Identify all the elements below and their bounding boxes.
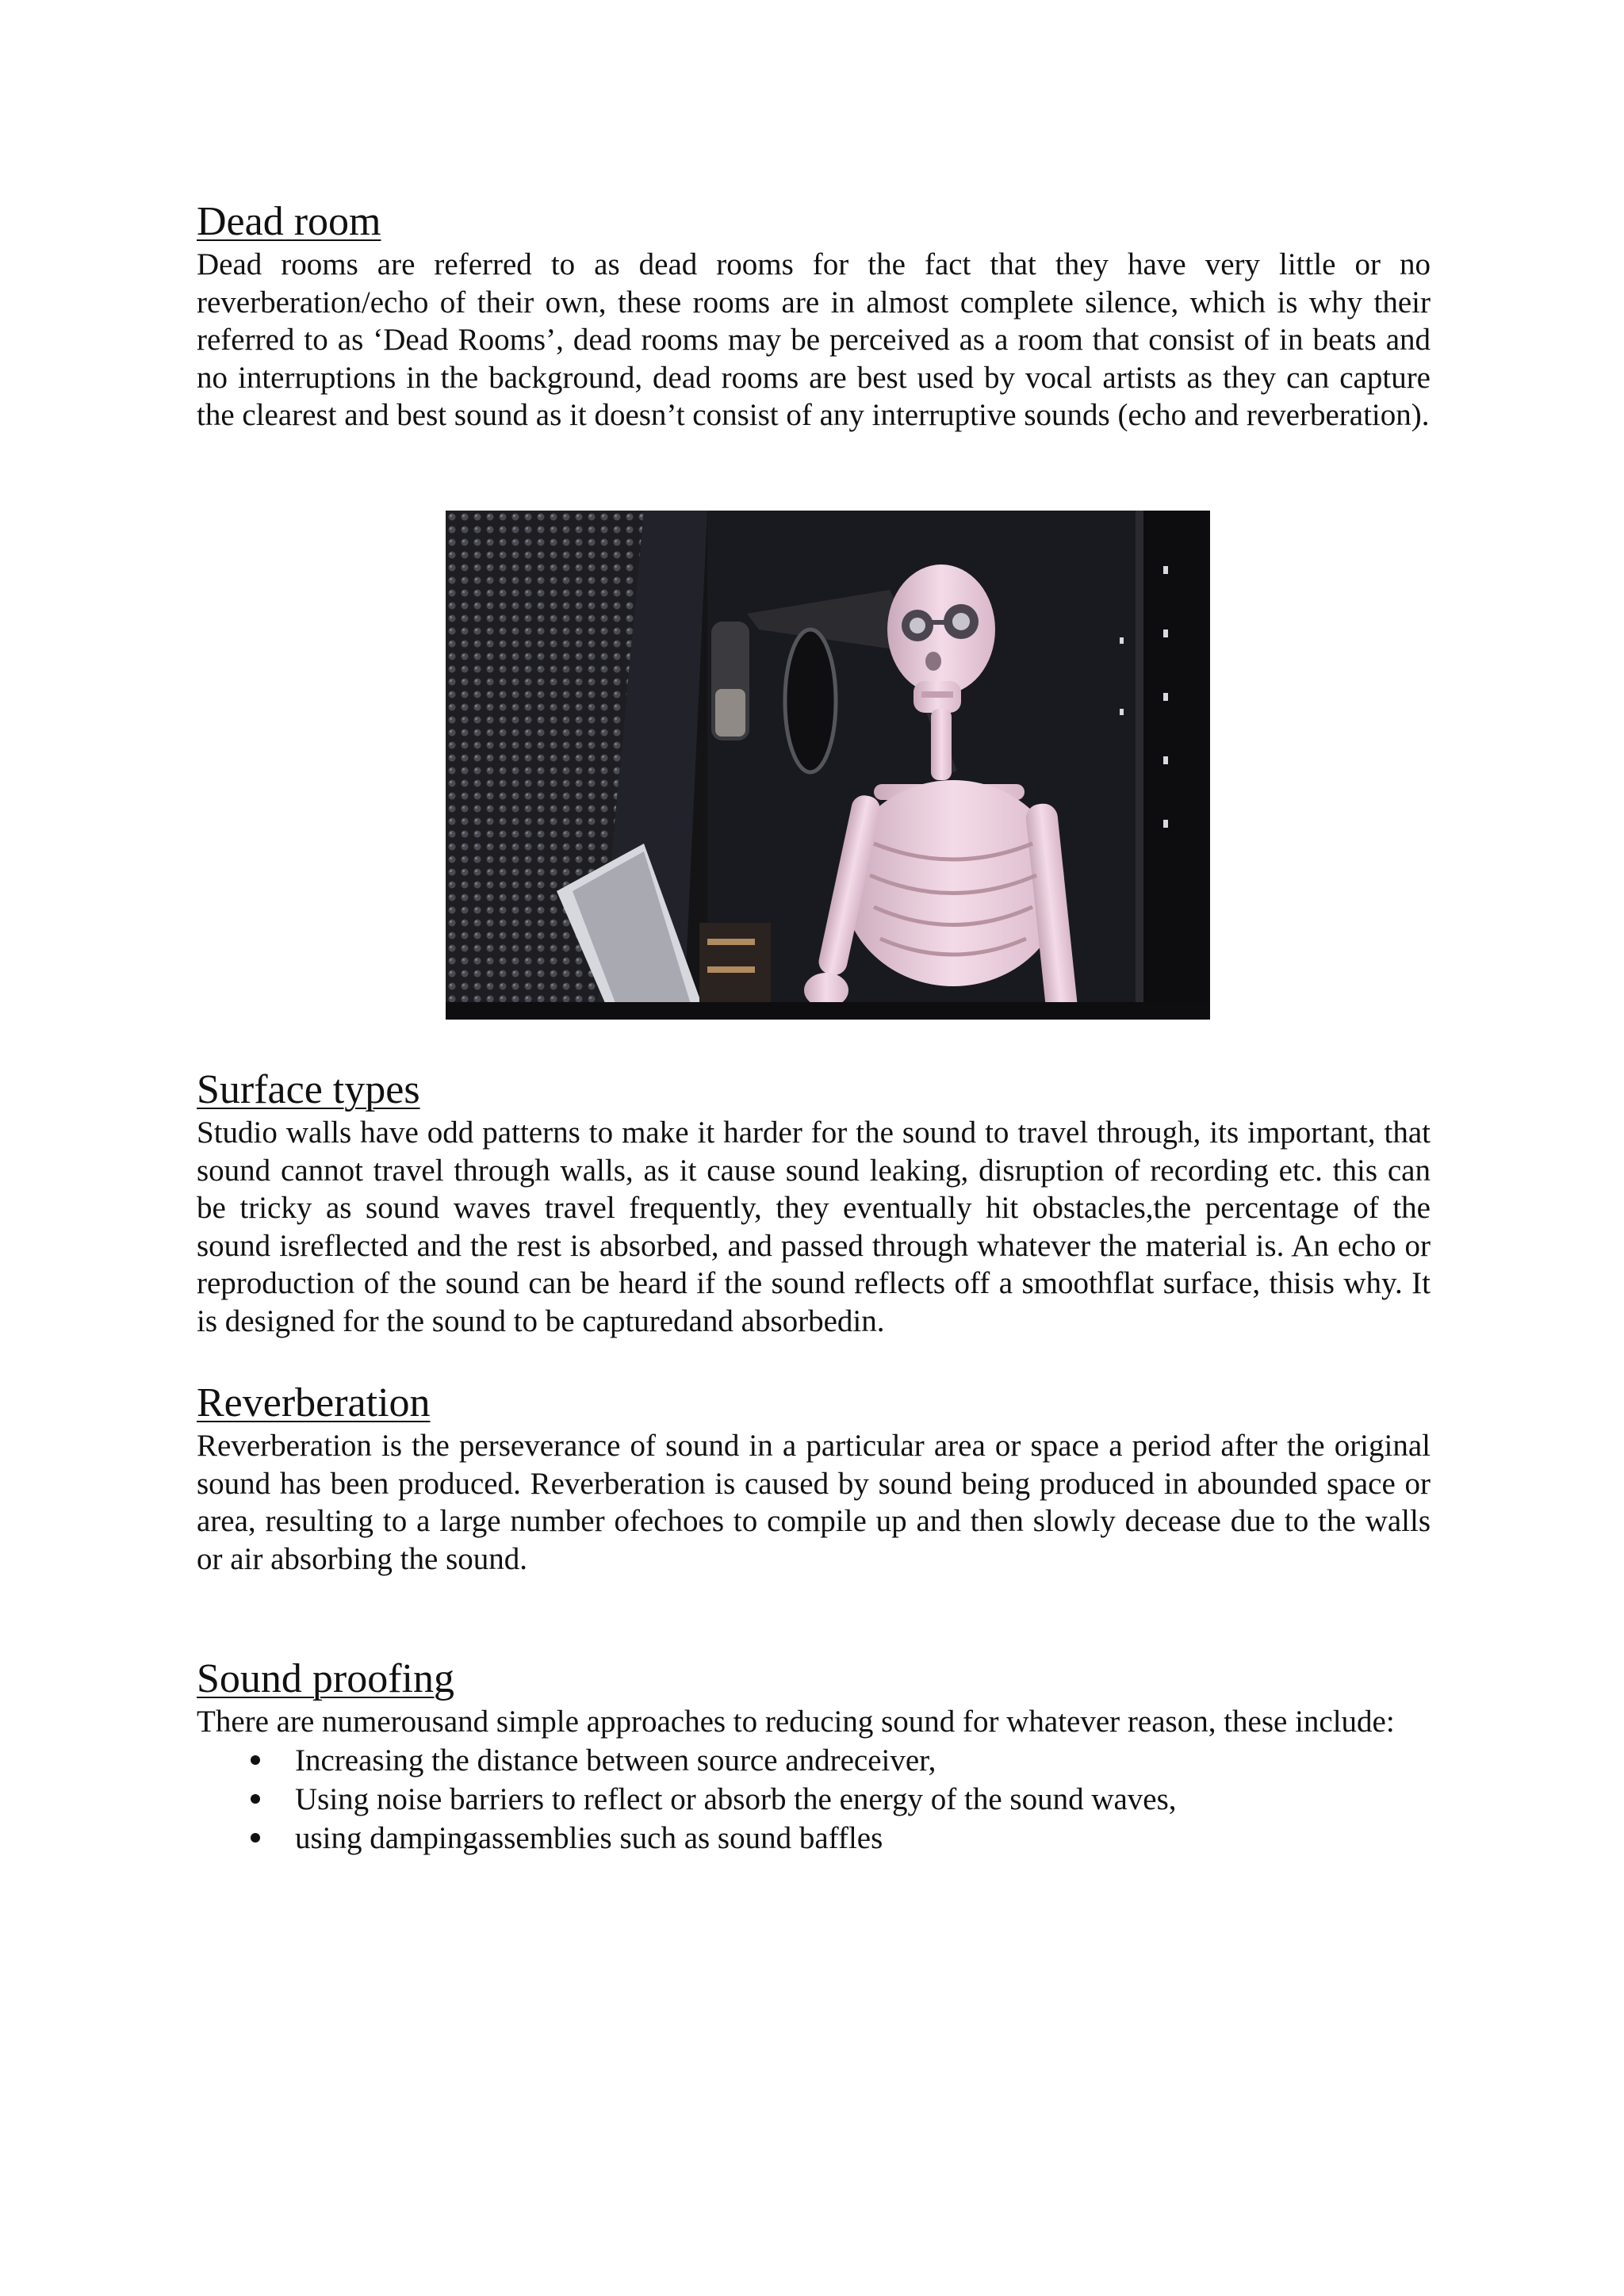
list-item: using dampingassemblies such as sound baffles xyxy=(197,1819,1431,1858)
section-surface-types xyxy=(197,1066,1431,1340)
bullet-icon xyxy=(251,1833,260,1843)
skeleton-in-vocal-booth-photo xyxy=(446,511,1210,1020)
document-page xyxy=(197,0,1431,2296)
heading-reverberation: Reverberation xyxy=(197,1380,431,1425)
paragraph-sound-proofing: There are numerousand simple approaches to reducing sound for whatever reason, these include: xyxy=(197,1705,1395,1739)
paragraph-dead-room: Dead rooms are referred to as dead rooms for the fact that they have very little or no reverberation/echo of their own, these rooms are in almost complete silence, which is why their referred to as ‘Dead Rooms’, dead rooms may be perceived as a room that consist of in beats and no interruptions in the background, dead rooms are best used by vocal artists as they can capture the clearest and best sound as it doesn’t consist of any interruptive sounds (echo and reverberation). xyxy=(197,247,1431,432)
heading-surface-types: Surface types xyxy=(197,1067,420,1112)
section-reverberation xyxy=(197,1380,1431,1578)
heading-dead-room: Dead room xyxy=(197,199,381,244)
paragraph-reverberation: Reverberation is the perseverance of sound in a particular area or space a period after the original sound has been produced. Reverberation is caused by sound being produced in abounded space or area, resulting to a large number ofechoes to compile up and then slowly decease due to the walls or air absorbing the sound. xyxy=(197,1429,1431,1576)
bullet-icon xyxy=(251,1755,260,1765)
list-item: Using noise barriers to reflect or absorb the energy of the sound waves, xyxy=(197,1780,1431,1819)
list-item: Increasing the distance between source andreceiver, xyxy=(197,1741,1431,1780)
heading-sound-proofing: Sound proofing xyxy=(197,1656,454,1701)
bullet-icon xyxy=(251,1794,260,1804)
section-sound-proofing xyxy=(197,1655,1431,1858)
section-dead-room xyxy=(197,198,1431,434)
paragraph-surface-types: Studio walls have odd patterns to make it harder for the sound to travel through, its important, that sound cannot travel through walls, as it cause sound leaking, disruption of recording etc. this can be tricky as sound waves travel frequently, they eventually hit obstacles,the percentage of the sound isreflected and the rest is absorbed, and passed through whatever the material is. An echo or reproduction of the sound can be heard if the sound reflects off a smoothflat surface, thisis why. It is designed for the sound to be capturedand absorbedin. xyxy=(197,1115,1431,1338)
bullet-list-sound-proofing xyxy=(197,1741,1431,1858)
